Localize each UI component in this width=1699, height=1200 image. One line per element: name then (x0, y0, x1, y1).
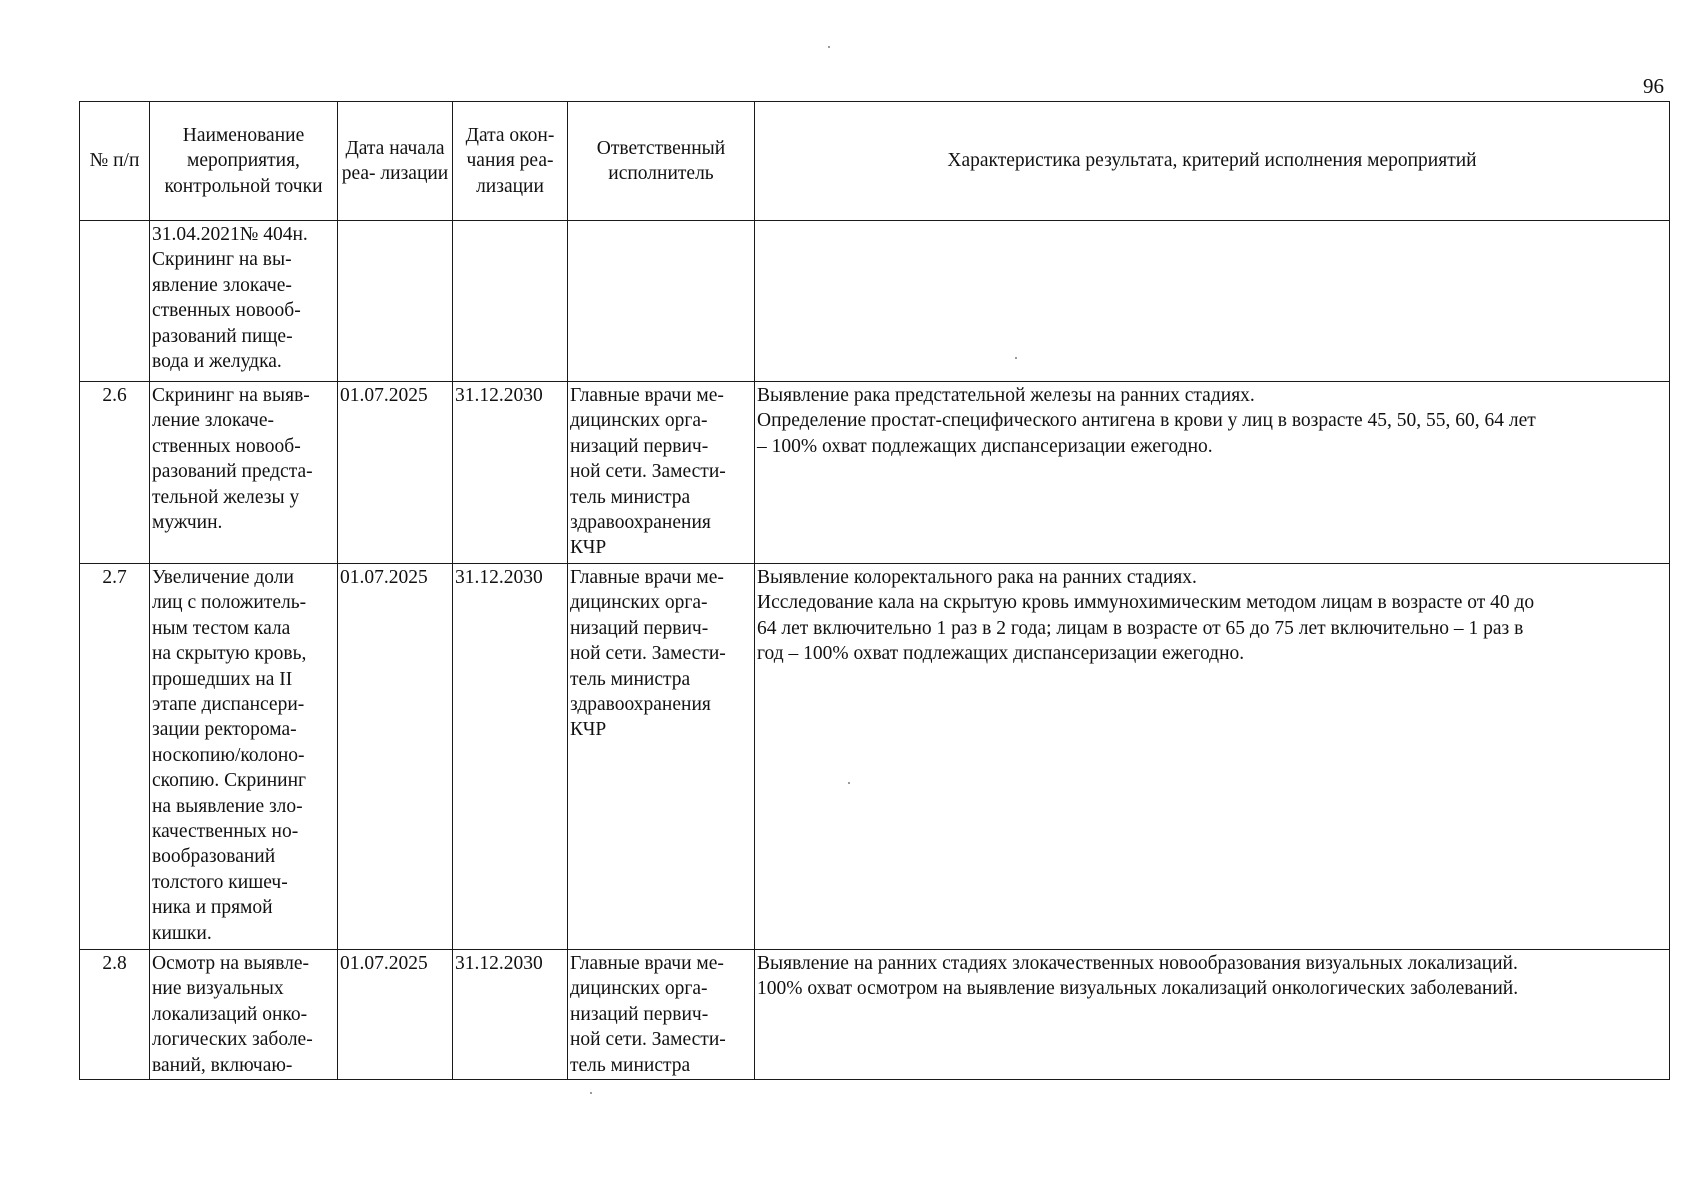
row-result: Выявление колоректального рака на ранних стадиях. Исследование кала на скрытую кровь иммунохимическим методом лицам в возрасте от 40 до 64 лет включительно 1 раз в 2 года; лицам в возрасте от 65 до 75 лет включительно – 1 раз в год – 100% охват подлежащих диспансеризации ежегодно. (755, 564, 1670, 950)
row-start-date: 01.07.2025 (338, 564, 453, 950)
row-end-date: 31.12.2030 (453, 950, 568, 1080)
row-start-date: 01.07.2025 (338, 950, 453, 1080)
row-activity-name: Осмотр на выявле- ние визуальных локализаций онко- логических заболе- ваний, включаю- (150, 950, 338, 1080)
row-number: 2.7 (80, 564, 150, 950)
row-start-date: 01.07.2025 (338, 382, 453, 564)
row-start-date (338, 221, 453, 382)
table-row-2-6 (80, 382, 1670, 564)
header-responsible: Ответственный исполнитель (568, 102, 755, 221)
row-end-date: 31.12.2030 (453, 382, 568, 564)
row-result: Выявление на ранних стадиях злокачественных новообразования визуальных локализаций. 100% охват осмотром на выявление визуальных локализаций онкологических заболеваний. (755, 950, 1670, 1080)
table-header-row (80, 102, 1670, 221)
scan-speck (828, 46, 830, 48)
table-row-2-7 (80, 564, 1670, 950)
header-number: № п/п (80, 102, 150, 221)
header-start-date: Дата начала реа- лизации (338, 102, 453, 221)
row-number: 2.8 (80, 950, 150, 1080)
header-result: Характеристика результата, критерий исполнения мероприятий (755, 102, 1670, 221)
scan-speck (848, 782, 850, 784)
row-number (80, 221, 150, 382)
table-row-continuation (80, 221, 1670, 382)
header-end-date: Дата окон- чания реа- лизации (453, 102, 568, 221)
row-result (755, 221, 1670, 382)
row-activity-name: Увеличение доли лиц с положитель- ным тестом кала на скрытую кровь, прошедших на II этапе диспансери- зации ректорома- носкопию/колоно- скопию. Скрининг на выявление зло- качественных но- вообразований толстого кишеч- ника и прямой кишки. (150, 564, 338, 950)
row-activity-name: Скрининг на выяв- ление злокаче- ственных новооб- разований предста- тельной железы у мужчин. (150, 382, 338, 564)
row-activity-name: 31.04.2021№ 404н. Скрининг на вы- явление злокаче- ственных новооб- разований пище- вода и желудка. (150, 221, 338, 382)
row-responsible (568, 221, 755, 382)
row-end-date: 31.12.2030 (453, 564, 568, 950)
row-responsible: Главные врачи ме- дицинских орга- низаций первич- ной сети. Замести- тель министра здравоохранения КЧР (568, 564, 755, 950)
row-responsible: Главные врачи ме- дицинских орга- низаций первич- ной сети. Замести- тель министра здравоохранения КЧР (568, 382, 755, 564)
activities-table (79, 101, 1670, 1080)
row-responsible: Главные врачи ме- дицинских орга- низаций первич- ной сети. Замести- тель министра (568, 950, 755, 1080)
row-end-date (453, 221, 568, 382)
scan-speck (590, 1092, 592, 1094)
scan-speck (1015, 357, 1017, 359)
row-result: Выявление рака предстательной железы на ранних стадиях. Определение простат-специфического антигена в крови у лиц в возрасте 45, 50, 55, 60, 64 лет – 100% охват подлежащих диспансеризации ежегодно. (755, 382, 1670, 564)
header-activity-name: Наименование мероприятия, контрольной точки (150, 102, 338, 221)
table-row-2-8 (80, 950, 1670, 1080)
page-number: 96 (1643, 74, 1664, 98)
row-number: 2.6 (80, 382, 150, 564)
